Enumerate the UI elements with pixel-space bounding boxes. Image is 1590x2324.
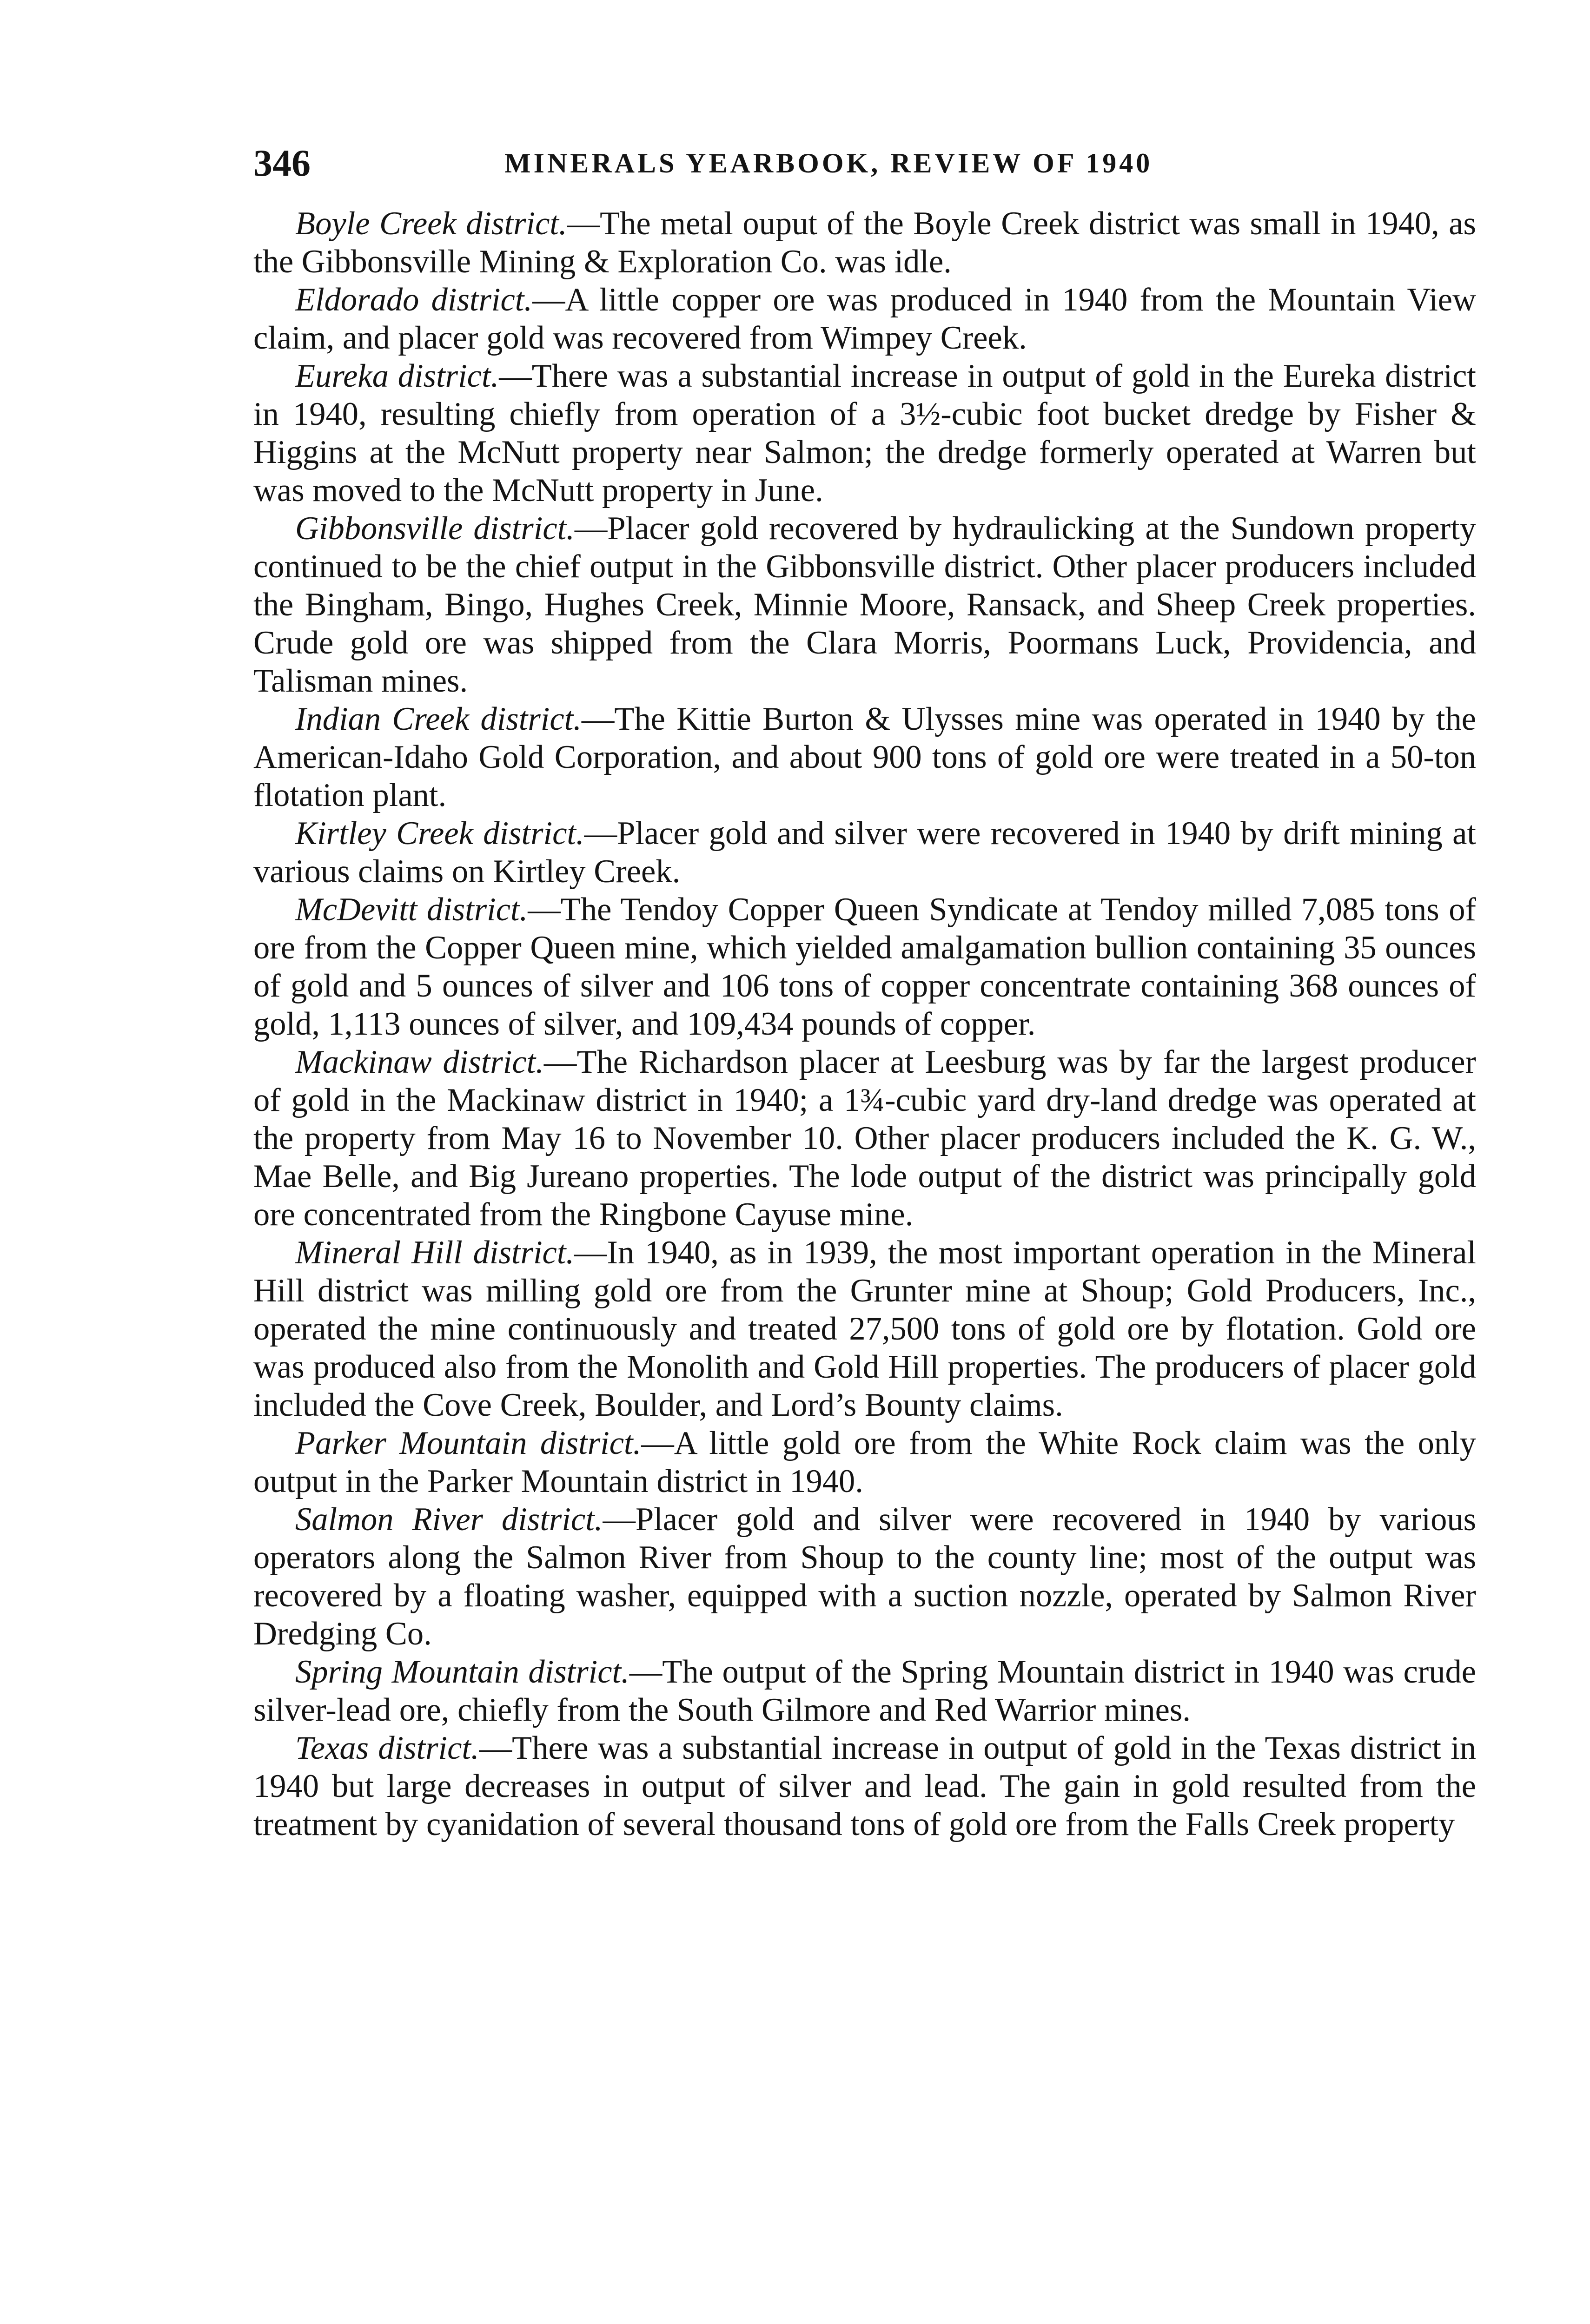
paragraph-text: —There was a substantial increase in output of gold in the Eureka district in 1940, resulting chiefly from operation of a 3½-cubic foot bucket dredge by Fisher & Higgins at the McNutt property near Salmon; the dredge formerly operated at Warren but was moved to the McNutt property in June. <box>253 358 1476 508</box>
district-heading: Mineral Hill district. <box>295 1235 575 1271</box>
paragraph-texas <box>253 1729 1476 1843</box>
paragraph-text: —The Richardson placer at Leesburg was by far the largest producer of gold in the Mackinaw district in 1940; a 1¾-cubic yard dry-land dredge was operated at the property from May 16 to November 10. Other placer producers included the K. G. W., Mae Belle, and Big Jureano properties. The lode output of the district was principally gold ore concentrated from the Ringbone Cayuse mine. <box>253 1044 1476 1233</box>
paragraph-text: —A little gold ore from the White Rock claim was the only output in the Parker Mountain district in 1940. <box>253 1425 1476 1499</box>
district-heading: Eldorado district. <box>295 282 533 318</box>
paragraph-text: —There was a substantial increase in output of gold in the Texas district in 1940 but large decreases in output of silver and lead. The gain in gold resulted from the treatment by cyanidation of several thousand tons of gold ore from the Falls Creek property <box>253 1730 1476 1842</box>
district-heading: Eureka district. <box>295 358 499 394</box>
paragraph-text: —The output of the Spring Mountain district in 1940 was crude silver-lead ore, chiefly from the South Gilmore and Red Warrior mines. <box>253 1654 1476 1728</box>
district-heading: Salmon River district. <box>295 1501 603 1538</box>
district-heading: Gibbonsville district. <box>295 510 575 547</box>
paragraph-salmon-river <box>253 1500 1476 1653</box>
district-heading: McDevitt district. <box>295 891 528 928</box>
paragraph-boyle-creek <box>253 205 1476 281</box>
district-heading: Kirtley Creek district. <box>295 815 584 852</box>
paragraph-text: —The Tendoy Copper Queen Syndicate at Tendoy milled 7,085 tons of ore from the Copper Queen mine, which yielded amalgamation bullion containing 35 ounces of gold and 5 ounces of silver and 106 tons of copper concentrate containing 368 ounces of gold, 1,113 ounces of silver, and 109,434 pounds of copper. <box>253 891 1476 1042</box>
body-text <box>253 205 1476 1843</box>
running-title: MINERALS YEARBOOK, REVIEW OF 1940 <box>504 148 1153 178</box>
page-header <box>253 138 1476 189</box>
paragraph-text: —Placer gold and silver were recovered in 1940 by various operators along the Salmon River from Shoup to the county line; most of the output was recovered by a floating washer, equipped with a suction nozzle, operated by Salmon River Dredging Co. <box>253 1501 1476 1652</box>
paragraph-parker-mountain <box>253 1424 1476 1500</box>
paragraph-text: —Placer gold recovered by hydraulicking at the Sundown property continued to be the chief output in the Gibbonsville district. Other placer producers included the Bingham, Bingo, Hughes Creek, Minnie Moore, Ransack, and Sheep Creek properties. Crude gold ore was shipped from the Clara Morris, Poormans Luck, Providencia, and Talisman mines. <box>253 510 1477 699</box>
district-heading: Indian Creek district. <box>295 701 582 737</box>
district-heading: Spring Mountain district. <box>295 1654 629 1690</box>
paragraph-text: —Placer gold and silver were recovered in 1940 by drift mining at various claims on Kirtley Creek. <box>253 815 1477 890</box>
paragraph-indian-creek <box>253 700 1476 814</box>
page-number: 346 <box>253 142 311 184</box>
paragraph-mackinaw <box>253 1043 1476 1234</box>
paragraph-mcdevitt <box>253 891 1476 1043</box>
paragraph-spring-mountain <box>253 1653 1476 1729</box>
paragraph-mineral-hill <box>253 1234 1476 1424</box>
paragraph-eldorado <box>253 281 1476 357</box>
paragraph-text: —A little copper ore was produced in 1940 from the Mountain View claim, and placer gold was recovered from Wimpey Creek. <box>253 282 1476 356</box>
paragraph-text: —In 1940, as in 1939, the most important operation in the Mineral Hill district was milling gold ore from the Grunter mine at Shoup; Gold Producers, Inc., operated the mine continuously and treated 27,500 tons of gold ore by flotation. Gold ore was produced also from the Monolith and Gold Hill properties. The producers of placer gold included the Cove Creek, Boulder, and Lord’s Bounty claims. <box>253 1235 1476 1423</box>
district-heading: Texas district. <box>295 1730 479 1766</box>
district-heading: Boyle Creek district. <box>295 205 567 242</box>
district-heading: Parker Mountain district. <box>295 1425 642 1461</box>
paragraph-text: —The metal ouput of the Boyle Creek district was small in 1940, as the Gibbonsville Mining & Exploration Co. was idle. <box>253 205 1476 280</box>
paragraph-kirtley-creek <box>253 814 1476 891</box>
paragraph-gibbonsville <box>253 509 1476 700</box>
district-heading: Mackinaw district. <box>295 1044 544 1080</box>
paragraph-text: —The Kittie Burton & Ulysses mine was operated in 1940 by the American-Idaho Gold Corporation, and about 900 tons of gold ore were treated in a 50-ton flotation plant. <box>253 701 1476 813</box>
paragraph-eureka <box>253 357 1476 509</box>
